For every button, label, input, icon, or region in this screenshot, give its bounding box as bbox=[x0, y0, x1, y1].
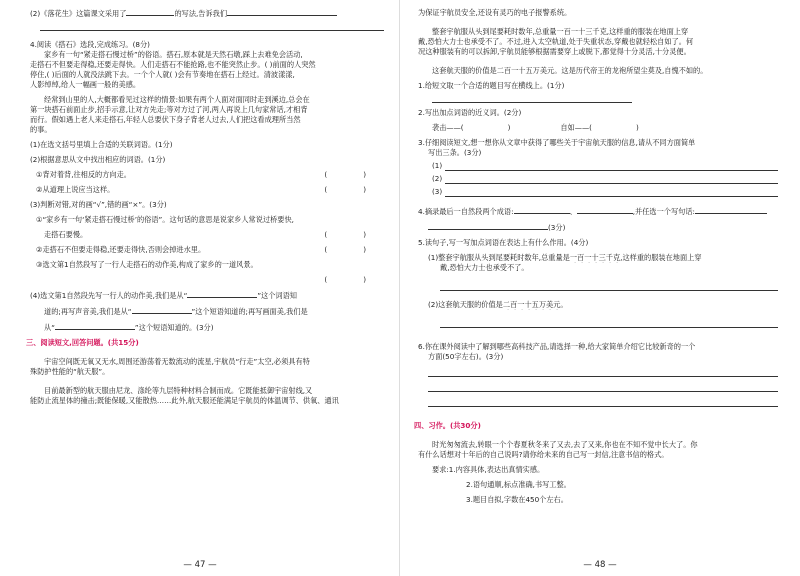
requirement-1: 要求:1.内容具体,表达出真情实感。 bbox=[432, 465, 545, 474]
answer-line-1[interactable]: (1) bbox=[432, 161, 778, 171]
story-line: 宇宙空间既无氧又无水,周围还游荡着无数流动的流星,宇航员“行走”太空,必须具有特 bbox=[44, 357, 310, 366]
q4-3-1b: 走搭石要慢。 ( ) bbox=[44, 230, 366, 239]
blank[interactable] bbox=[187, 290, 257, 298]
answer-line[interactable] bbox=[440, 316, 778, 328]
q4-title: 4.阅读《搭石》选段,完成练习。(8分) bbox=[30, 40, 150, 49]
q2: 2.写出加点词语的近义词。(2分) bbox=[418, 108, 522, 117]
section-4-title: 四、习作。(共30分) bbox=[414, 421, 481, 430]
essay-line: 有什么话想对十年后的自己说吗?请你给未来的自己写一封信,注意书信的格式。 bbox=[418, 450, 669, 459]
blank[interactable] bbox=[55, 322, 135, 330]
story-line: 能防止流星体的撞击;既能保暖,又能散热……此外,航天服还能满足宇航员的体温调节、供氧、通讯 bbox=[30, 396, 339, 405]
q4-2b: ②从道理上说应当这样。 ( ) bbox=[36, 185, 366, 194]
q5-1b: 戴,恐怕大力士也承受不了。 bbox=[440, 263, 529, 272]
q4-line2: (3分) bbox=[428, 222, 778, 233]
passage-line: 停住,( )后面的人就没法跳下去。一个个人就( )会有节奏地在搭石上经过。清波漾漾, bbox=[30, 70, 295, 79]
passage-line: 走搭石不但要走得稳,还要走得快。人们走搭石不能抢路,也不能突然止步。( )前面的人突然 bbox=[30, 60, 316, 69]
q2-answers: 袭击——( ) 自如——( ) bbox=[432, 123, 639, 132]
answer-paren[interactable]: ( ) bbox=[324, 230, 366, 239]
requirement-3: 3.题目自拟,字数在450个左右。 bbox=[466, 495, 568, 504]
page-number: — 48 — bbox=[583, 560, 617, 570]
section-3-title: 三、阅读短文,回答问题。(共15分) bbox=[26, 338, 139, 347]
q4-3-1: ①“家乡有一句‘紧走搭石慢过桥’的俗语”。这句话的意思是说家乡人常说过桥要快, bbox=[36, 215, 294, 224]
q3: 3.仔细阅读短文,想一想你从文章中获得了哪些关于宇宙航天服的信息,请从不同方面简单 bbox=[418, 138, 696, 147]
q4-4a: (4)选文第1自然段先写一行人的动作美,我们是从“ ”这个词语知 bbox=[30, 291, 297, 300]
passage-line: 第一块搭石前面止步,招手示意,让对方先走;等对方过了河,两人再说上几句家常话,才相背 bbox=[30, 105, 308, 114]
right-page bbox=[400, 0, 800, 576]
passage-line: 经常到山里的人,大概都看见过这样的情景:如果有两个人面对面同时走到溪边,总会在 bbox=[44, 95, 310, 104]
answer-paren[interactable]: ( ) bbox=[324, 275, 366, 284]
answer-line[interactable] bbox=[428, 380, 778, 392]
story-line: 整套宇航服从头到尾要耗时数年,总重量一百一十三千克,这样重的服装在地面上穿 bbox=[432, 27, 689, 36]
answer-line[interactable] bbox=[432, 91, 632, 103]
q5-2: (2)这套航天服的价值是二百一十五万美元。 bbox=[428, 300, 568, 309]
passage-line: 而行。假如遇上老人来走搭石,年轻人总要伏下身子背老人过去,人们把这看成理所当然 bbox=[30, 115, 301, 124]
passage-line: 家乡有一句“紧走搭石慢过桥”的俗语。搭石,原本就是天然石墩,踩上去难免会活动, bbox=[44, 50, 303, 59]
q4-3-3b bbox=[30, 275, 384, 285]
blank[interactable] bbox=[126, 8, 174, 16]
q5-1: (1)整套宇航服从头到尾要耗时数年,总重量是一百一十三千克,这样重的服装在地面上穿 bbox=[428, 253, 702, 262]
answer-paren[interactable]: ( ) bbox=[324, 170, 366, 179]
q4-4c: 从“ ”这个短语知道的。(3分) bbox=[44, 323, 214, 332]
q6: 6.你在课外阅读中了解到哪些高科技产品,请选择一种,给大家简单介绍它比较新奇的一个 bbox=[418, 342, 696, 351]
blank[interactable] bbox=[428, 222, 548, 230]
q4-2a: ①背对着背,往相反的方向走。 ( ) bbox=[36, 170, 366, 179]
requirement-2: 2.语句通顺,标点准确,书写工整。 bbox=[466, 480, 571, 489]
answer-paren[interactable]: ( ) bbox=[324, 245, 366, 254]
q4-2: (2)根据意思从文中找出相应的词语。(1分) bbox=[30, 155, 166, 164]
q4: 4.摘录最后一自然段两个成语: 、 ,并任选一个写句话: bbox=[418, 206, 778, 217]
blank[interactable] bbox=[514, 206, 570, 214]
story-line: 目前最新型的航天服由尼龙、涤纶等九层特种材料合制而成。它既能抵御宇宙射线,又 bbox=[44, 386, 313, 395]
q3b: 写出三条。(3分) bbox=[428, 148, 482, 157]
q4-3-3: ③选文第1自然段写了一行人走搭石的动作美,构成了家乡的一道风景。 bbox=[36, 260, 258, 269]
story-line: 况这种服装有的可以拆卸,宇航员能够根据需要穿上或脱下,都觉得十分灵活,十分灵便。 bbox=[418, 47, 691, 56]
q4-1: (1)在选文括号里填上合适的关联词语。(1分) bbox=[30, 140, 173, 149]
q4-3-2: ②走搭石不但要走得稳,还要走得快,否则会掉进水里。 ( ) bbox=[36, 245, 366, 254]
blank[interactable] bbox=[227, 8, 337, 16]
passage-line: 的事。 bbox=[30, 125, 52, 134]
answer-line[interactable] bbox=[440, 279, 778, 291]
answer-paren[interactable]: ( ) bbox=[324, 185, 366, 194]
q4-4b: 道的;再写声音美,我们是从“ ”这个短语知道的;再写画面美,我们是 bbox=[44, 307, 308, 316]
blank[interactable] bbox=[695, 206, 767, 214]
q5: 5.读句子,写一写加点词语在表达上有什么作用。(4分) bbox=[418, 238, 589, 247]
essay-line: 时光匆匆流去,转眼一个个春夏秋冬来了又去,去了又来,你也在不知不觉中长大了。你 bbox=[432, 440, 698, 449]
story-line: 戴,恐怕大力士也承受不了。不过,进入太空轨道,处于失重状态,穿戴也就轻松自如了。何 bbox=[418, 37, 694, 46]
answer-line[interactable] bbox=[40, 19, 384, 31]
story-line: 殊防护性能的“航天服”。 bbox=[30, 367, 110, 376]
blank[interactable] bbox=[132, 306, 192, 314]
story-line: 为保证宇航员安全,还设有灵巧的电子报警系统。 bbox=[418, 8, 572, 17]
passage-line: 人影绰绰,给人一幅画一般的美感。 bbox=[30, 80, 141, 89]
blank[interactable] bbox=[577, 206, 633, 214]
story-line: 这套航天服的价值是二百一十五万美元。这是历代帝王的龙袍所望尘莫及,自愧不如的。 bbox=[432, 66, 708, 75]
answer-line-2[interactable]: (2) bbox=[432, 174, 778, 184]
answer-line-3[interactable]: (3) bbox=[432, 187, 778, 197]
page-number: — 47 — bbox=[183, 560, 217, 570]
answer-line[interactable] bbox=[428, 395, 778, 407]
answer-line[interactable] bbox=[428, 365, 778, 377]
q1: 1.给短文取一个合适的题目写在横线上。(1分) bbox=[418, 81, 565, 90]
q3-2: (2)《落花生》这篇课文采用了 的写法,告诉我们 bbox=[30, 8, 384, 19]
q6b: 方面(50字左右)。(3分) bbox=[428, 352, 504, 361]
q4-3: (3)判断对错,对的画“√”,错的画“×”。(3分) bbox=[30, 200, 167, 209]
